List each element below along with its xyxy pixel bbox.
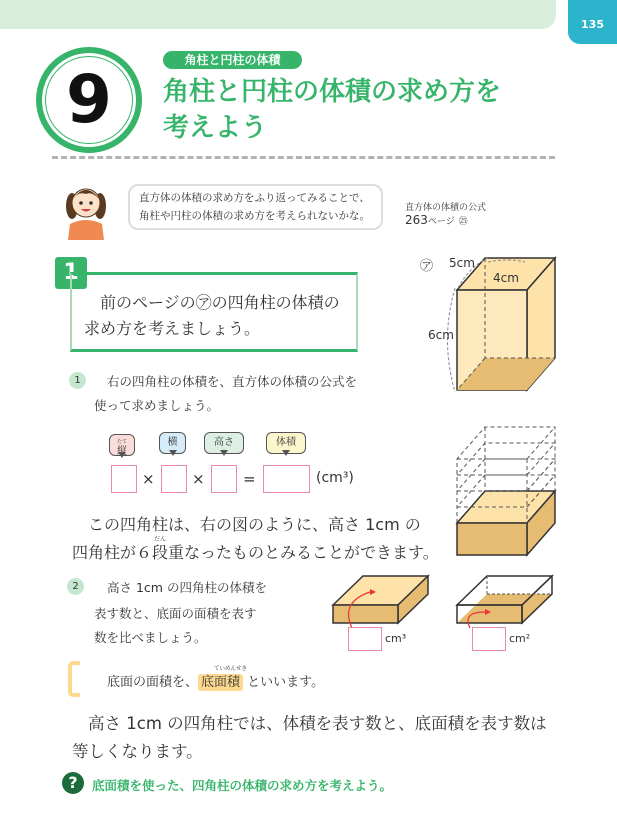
task-line: 前のページの㋐の四角柱の体積の (100, 293, 340, 312)
ruby: たて (116, 439, 127, 445)
speech-line: 直方体の体積の求め方をふり返ってみることで、 (139, 192, 370, 204)
paragraph-line: この四角柱は、右の図のように、高さ 1cm の (88, 515, 421, 534)
tag-volume: 体積 (266, 432, 306, 454)
page-number: 135 (568, 0, 617, 44)
q2-line: 数を比べましょう。 (94, 630, 207, 645)
question-number: 1 (69, 372, 86, 389)
paragraph-line: 高さ 1cm の四角柱では、体積を表す数と、底面積を表す数は (88, 714, 547, 733)
tag-label: 縦 (117, 446, 127, 457)
dimension-depth: 5cm (449, 256, 475, 270)
times-sign: × (192, 470, 205, 488)
speech-line: 角柱や円柱の体積の求め方を考えられないかな。 (139, 210, 370, 222)
task-line: 求め方を考えましょう。 (84, 319, 261, 338)
q2-line: 高さ 1cm の四角柱の体積を (107, 580, 267, 595)
answer-volume-1cm[interactable] (348, 627, 382, 651)
title-line: 考えよう (163, 113, 268, 143)
reference-item: ㉕ (458, 217, 468, 227)
chapter-number: 9 (66, 61, 112, 138)
stacked-prism (457, 427, 555, 555)
equals-sign: = (243, 470, 256, 488)
times-sign: × (142, 470, 155, 488)
definition-term: 底面積 (198, 674, 243, 691)
tag-width: 横 (159, 432, 186, 454)
q1-line: 右の四角柱の体積を、直方体の体積の公式を (107, 374, 358, 389)
definition-bracket (68, 661, 80, 697)
ruby: ていめんせき (214, 666, 248, 672)
title-line: 角柱と円柱の体積の求め方を (163, 77, 502, 107)
reference-label: 直方体の体積の公式 (405, 203, 487, 213)
slab-area (457, 576, 552, 628)
answer-base-area[interactable] (472, 627, 506, 651)
tag-height: 高さ (204, 432, 244, 454)
reference-suffix: ページ (427, 217, 455, 227)
dimension-height: 6cm (428, 328, 454, 342)
guiding-question: 底面積を使った、四角柱の体積の求め方を考えよう。 (92, 778, 393, 793)
reference-page: 263 (405, 213, 428, 227)
definition (107, 671, 324, 690)
unit-volume: cm³ (385, 632, 407, 645)
section-number: 1 (55, 257, 87, 289)
unit-area: cm² (509, 632, 531, 645)
paragraph-line: 等しくなります。 (72, 742, 203, 761)
slab-volume (333, 576, 428, 628)
q2-line: 表す数と、底面の面積を表す (94, 606, 257, 621)
figure-label: ㋐ (420, 259, 434, 274)
paragraph-line: 四角柱が６段重なったものとみることができます。 (72, 543, 439, 562)
definition-text: といいます。 (247, 675, 325, 690)
unit-label: 角柱と円柱の体積 (163, 51, 302, 69)
question-number: 2 (67, 578, 84, 595)
ruby: だん (154, 536, 167, 543)
unit-label: (cm³) (316, 470, 354, 486)
q1-line: 使って求めましょう。 (94, 398, 220, 413)
question-icon: ? (62, 772, 84, 794)
definition-text: 底面の面積を、 (107, 675, 199, 690)
dimension-width: 4cm (493, 271, 519, 285)
